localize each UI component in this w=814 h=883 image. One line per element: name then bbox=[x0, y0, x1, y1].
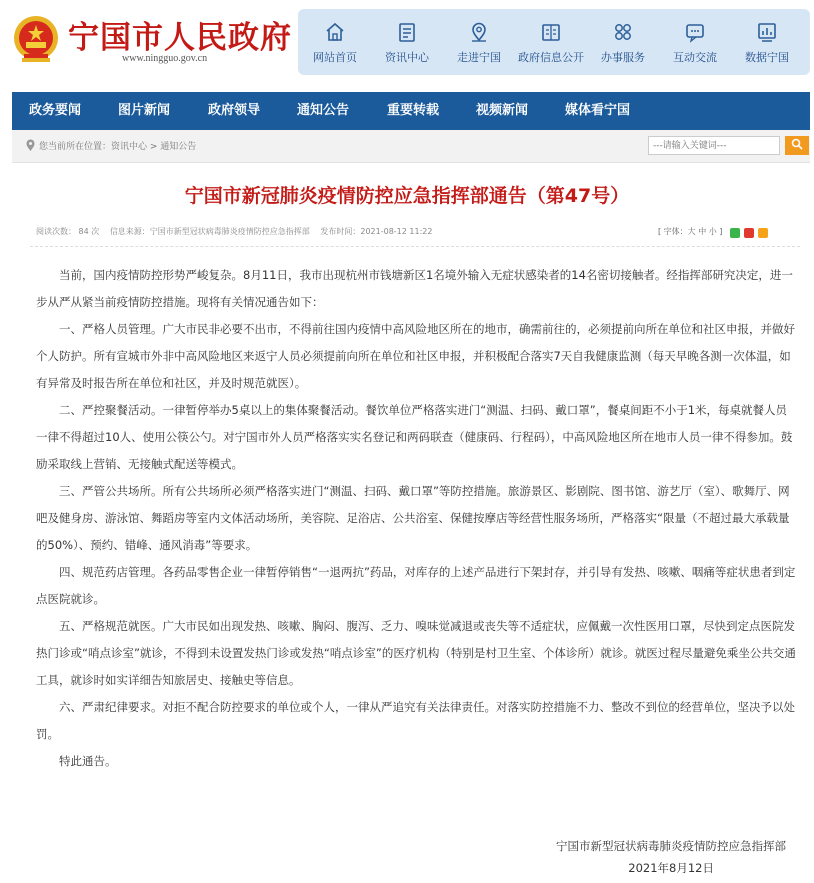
grid-icon bbox=[612, 21, 634, 43]
signature-org: 宁国市新型冠状病毒肺炎疫情防控应急指挥部 bbox=[556, 839, 786, 853]
search-button[interactable] bbox=[785, 136, 809, 155]
article-paragraph: 二、严控聚餐活动。一律暂停举办5桌以上的集体聚餐活动。餐饮单位严格落实进门“测温、扫码、戴口罩”，餐桌间距不小于1米，每桌就餐人员一律不得超过10人、使用公筷公勺。对宁国市外人员严格落实实名登记和两码联查（健康码、行程码），中高风险地区所在地市人员一律不得参加。鼓励采取线上营销、无接触式配送等模式。 bbox=[36, 403, 793, 471]
article-paragraph: 三、严管公共场所。所有公共场所必须严格落实进门“测温、扫码、戴口罩”等防控措施。旅游景区、影剧院、图书馆、游艺厅（室）、歌舞厅、网吧及健身房、游泳馆、舞蹈房等室内文体活动场所，美容院、足浴店、公共浴室、保健按摩店等经营性服务场所，严格落实“限量（不超过最大承载量的50%）、预约、错峰、通风消毒”等要求。 bbox=[36, 484, 790, 552]
nav-item-reprints[interactable]: 重要转载 bbox=[387, 103, 440, 118]
nav-item-leaders[interactable]: 政府领导 bbox=[208, 103, 261, 118]
nav-item-photo-news[interactable]: 图片新闻 bbox=[118, 103, 171, 118]
breadcrumb-bar bbox=[12, 130, 810, 163]
article-paragraph: 特此通告。 bbox=[59, 754, 117, 768]
quick-link-news[interactable] bbox=[372, 9, 442, 75]
search-icon bbox=[791, 138, 803, 150]
article-paragraph: 四、规范药店管理。各药品零售企业一律暂停销售“一退两抗”药品，对库存的上述产品进行下架封存，并引导有发热、咳嗽、咽痛等症状患者到定点医院就诊。 bbox=[36, 565, 796, 606]
quick-link-label: 资讯中心 bbox=[385, 51, 429, 64]
signature-date: 2021年8月12日 bbox=[628, 861, 714, 875]
quick-link-label: 数据宁国 bbox=[745, 51, 789, 64]
meta-divider bbox=[30, 246, 800, 247]
site-url: www.ningguo.gov.cn bbox=[122, 53, 208, 64]
quick-link-info-disclosure[interactable] bbox=[516, 9, 586, 75]
bar-chart-icon bbox=[756, 21, 778, 43]
info-source: 信息来源：宁国市新型冠状病毒肺炎疫情防控应急指挥部 bbox=[109, 227, 310, 236]
article-body bbox=[36, 262, 796, 775]
quick-link-interaction[interactable] bbox=[660, 9, 730, 75]
nav-item-notices[interactable]: 通知公告 bbox=[297, 103, 350, 118]
map-pin-icon bbox=[468, 21, 490, 43]
nav-item-government-news[interactable]: 政务要闻 bbox=[29, 103, 82, 118]
site-header bbox=[0, 0, 814, 92]
qzone-share-icon[interactable] bbox=[758, 228, 768, 238]
main-nav bbox=[12, 92, 810, 130]
weibo-share-icon[interactable] bbox=[744, 228, 754, 238]
quick-link-label: 网站首页 bbox=[313, 51, 357, 64]
quick-link-label: 政府信息公开 bbox=[518, 51, 584, 64]
breadcrumb[interactable]: 您当前所在位置：资讯中心 > 通知公告 bbox=[39, 142, 197, 152]
site-title[interactable]: 宁国市人民政府 bbox=[68, 20, 292, 56]
view-count: 阅读次数： 84 次 bbox=[36, 227, 100, 236]
article-paragraph: 当前，国内疫情防控形势严峻复杂。8月11日，我市出现杭州市钱塘新区1名境外输入无症状感染者的14名密切接触者。经指挥部研究决定，进一步从严从紧当前疫情防控措施。现将有关情况通告如下： bbox=[36, 268, 793, 309]
home-icon bbox=[324, 21, 346, 43]
article-title: 宁国市新冠肺炎疫情防控应急指挥部通告（第47号） bbox=[184, 185, 630, 207]
info-book-icon bbox=[540, 21, 562, 43]
nav-item-video-news[interactable]: 视频新闻 bbox=[476, 103, 529, 118]
search-input[interactable] bbox=[648, 136, 780, 155]
document-icon bbox=[396, 21, 418, 43]
quick-link-about[interactable] bbox=[444, 9, 514, 75]
quick-link-services[interactable] bbox=[588, 9, 658, 75]
national-emblem-icon bbox=[12, 14, 60, 66]
quick-link-label: 办事服务 bbox=[601, 51, 645, 64]
quick-link-label: 走进宁国 bbox=[457, 51, 501, 64]
article-paragraph: 一、严格人员管理。广大市民非必要不出市，不得前往国内疫情中高风险地区所在的地市，确需前往的，必须提前向所在单位和社区申报，并做好个人防护。所有宣城市外非中高风险地区来返宁人员必须提前向所在单位和社区申报，并积极配合落实7天自我健康监测（每天早晚各测一次体温，如有异常及时报告所在单位和社区，并及时规范就医）。 bbox=[36, 322, 795, 390]
font-size-control[interactable]: [ 字体：大 中 小 ] bbox=[658, 227, 723, 236]
quick-link-label: 互动交流 bbox=[673, 51, 717, 64]
quick-links-bar bbox=[298, 9, 810, 75]
chat-icon bbox=[684, 21, 706, 43]
quick-link-data[interactable] bbox=[732, 9, 802, 75]
nav-item-media[interactable]: 媒体看宁国 bbox=[565, 103, 631, 118]
wechat-share-icon[interactable] bbox=[730, 228, 740, 238]
publish-date: 发布时间：2021-08-12 11:22 bbox=[320, 227, 433, 236]
article-paragraph: 五、严格规范就医。广大市民如出现发热、咳嗽、胸闷、腹泻、乏力、嗅味觉减退或丧失等不适症状，应佩戴一次性医用口罩，尽快到定点医院发热门诊或“哨点诊室”就诊，不得到未设置发热门诊或发热“哨点诊室”的医疗机构（特别是村卫生室、个体诊所）就诊。就医过程尽量避免乘坐公共交通工具，就诊时如实详细告知旅居史、接触史等信息。 bbox=[36, 619, 796, 687]
article-meta bbox=[36, 226, 440, 237]
quick-link-home[interactable] bbox=[300, 9, 370, 75]
article-paragraph: 六、严肃纪律要求。对拒不配合防控要求的单位或个人，一律从严追究有关法律责任。对落实防控措施不力、整改不到位的经营单位，坚决予以处罚。 bbox=[36, 700, 795, 741]
location-pin-icon bbox=[26, 139, 35, 151]
